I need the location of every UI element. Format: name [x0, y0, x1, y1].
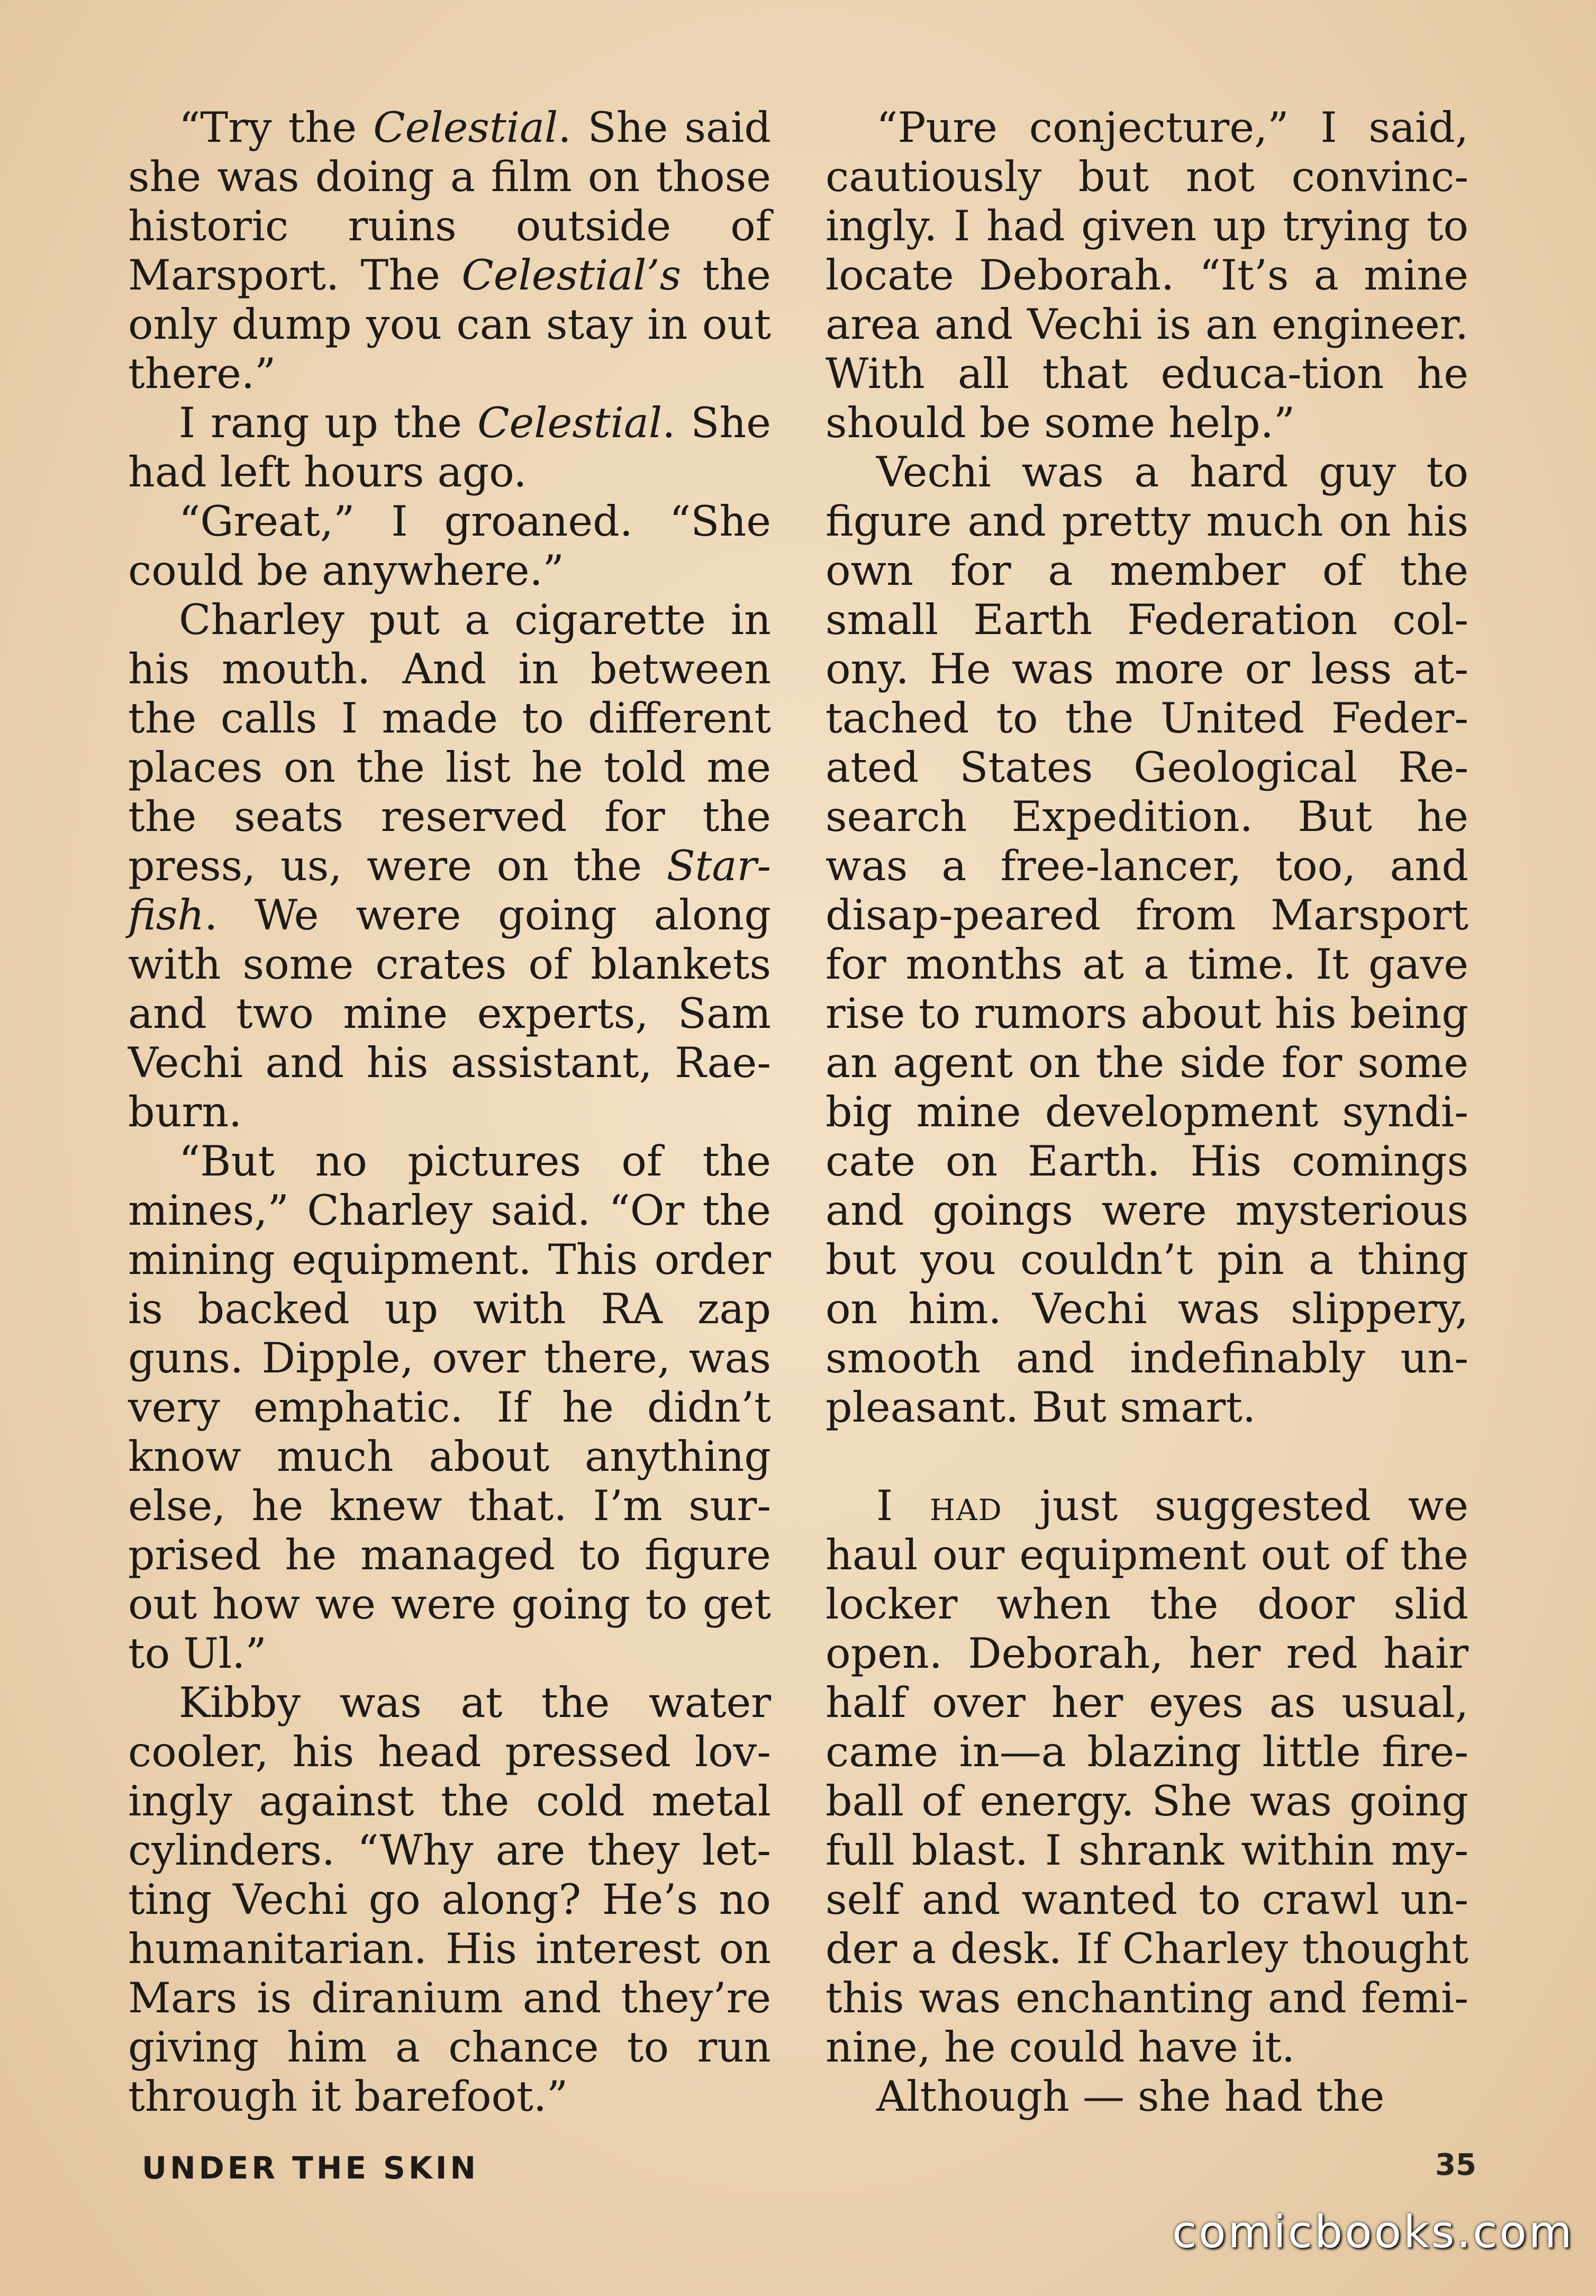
paragraph: [128, 497, 771, 595]
paragraph: [826, 103, 1468, 448]
text-run: “Try the: [179, 103, 374, 152]
watermark: comicbooks.com: [1172, 2206, 1574, 2258]
paragraph: [128, 1137, 771, 1678]
text-run: the only dump you can stay in out there.”: [128, 251, 771, 398]
text-run: . She said she was doing a film on those historic ruins outside of Marsport. The: [128, 103, 771, 300]
paragraph: [128, 595, 771, 1137]
paragraph: [128, 399, 771, 497]
text-run: “Great,” I groaned. “She could be anywhere.”: [128, 497, 771, 595]
italic-run: Celestial: [373, 103, 558, 152]
text-run: . She had left hours ago.: [128, 399, 771, 496]
text-run: I: [876, 1481, 930, 1530]
right-text-column: [826, 103, 1468, 2121]
paragraph: [826, 1481, 1468, 2072]
page-number: 35: [1435, 2148, 1476, 2182]
text-run: “But no pictures of the mines,” Charley said. “Or the mining equipment. This order is backed up with RA zap guns. Dipple, over there, was very emphatic. If he didn’t know much about anything else, he knew that. I’m sur-prised he managed to figure out how we were going to get to Ul.”: [128, 1137, 771, 1678]
italic-run: Star-fish: [128, 842, 771, 939]
text-run: just suggested we haul our equipment out of the locker when the door slid open. Deborah, her red hair half over her eyes as usual, came in—a blazing little fire-ball of energy. She was going full blast. I shrank within my-self and wanted to crawl un-der a desk. If Charley thought this was enchanting and femi-nine, he could have it.: [826, 1481, 1468, 2072]
left-text-column: [128, 103, 771, 2121]
italic-run: Celestial: [477, 399, 663, 447]
paragraph: [128, 103, 771, 399]
text-run: Although — she had the: [876, 2072, 1385, 2121]
running-footer-title: UNDER THE SKIN: [142, 2150, 479, 2186]
text-run: . We were going along with some crates of blankets and two mine experts, Sam Vechi and his assistant, Rae-burn.: [128, 891, 771, 1136]
paragraph: [826, 2072, 1468, 2121]
paragraph: [826, 448, 1468, 1432]
smallcaps-run: had: [929, 1481, 1003, 1530]
text-run: Kibby was at the water cooler, his head pressed lov-ingly against the cold metal cylinders. “Why are they let-ting Vechi go along? He’s no humanitarian. His interest on Mars is diranium and they’re giving him a chance to run through it barefoot.”: [128, 1678, 771, 2121]
paragraph: [128, 1678, 771, 2121]
text-run: Vechi was a hard guy to figure and pretty much on his own for a member of the small Earth Federation col-ony. He was more or less at-tached to the United Feder-ated States Geological Re-search Expedition. But he was a free-lancer, too, and disap-peared from Marsport for months at a time. It gave rise to rumors about his being an agent on the side for some big mine development syndi-cate on Earth. His comings and goings were mysterious but you couldn’t pin a thing on him. Vechi was slippery, smooth and indefinably un-pleasant. But smart.: [826, 448, 1468, 1432]
italic-run: Celestial’s: [461, 251, 682, 300]
text-run: I rang up the: [179, 399, 478, 447]
text-run: “Pure conjecture,” I said, cautiously but not convinc-ingly. I had given up trying to locate Deborah. “It’s a mine area and Vechi is an engineer. With all that educa-tion he should be some help.”: [826, 103, 1468, 447]
text-run: Charley put a cigarette in his mouth. And in between the calls I made to different places on the list he told me the seats reserved for the press, us, were on the: [128, 595, 771, 890]
